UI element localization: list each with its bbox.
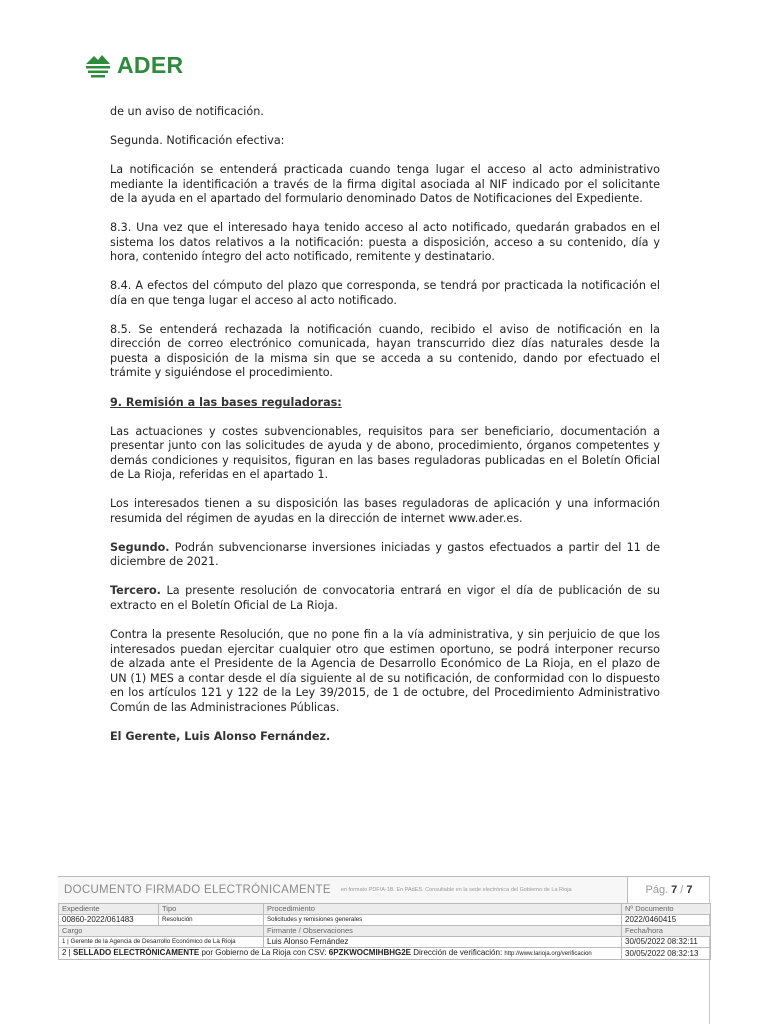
label-procedimiento: Procedimiento [264,904,622,915]
n-documento-value: 2022/0460415 [622,915,711,926]
label-tipo: Tipo [159,904,264,915]
cargo-value: Gerente de la Agencia de Desarrollo Económico de La Rioja [70,938,236,945]
label-fecha: Fecha/hora [622,926,711,937]
csv-code: 6PZKWOCMIHBHG2E [328,948,412,957]
stamp-title: DOCUMENTO FIRMADO ELECTRÓNICAMENTE [64,884,331,896]
paragraph: 8.4. A efectos del cómputo del plazo que corresponda, se tendrá por practicada la notificación el día en que tenga lugar el acceso al acto notificado. [110,279,660,307]
row-number: 1 [62,938,66,945]
paragraph-tercero [110,584,660,613]
tercero-label: Tercero. [110,584,161,598]
sellado-label: SELLADO ELECTRÓNICAMENTE [72,948,200,957]
verification-url[interactable]: http://www.larioja.org/verificacion [504,951,592,957]
label-n-documento: Nº Documento [622,904,711,915]
table-row [59,904,711,915]
firmante-value: Luis Alonso Fernández [264,937,622,948]
expediente-value: 00860-2022/061483 [59,915,159,926]
cargo-cell: 1 | Gerente de la Agencia de Desarrollo Económico de La Rioja [59,937,264,948]
paragraph: Los interesados tienen a su disposición las bases reguladoras de aplicación y una información resumida del régimen de ayudas en la dirección de internet www.ader.es. [110,497,660,525]
table-row [59,915,711,926]
paragraph: Contra la presente Resolución, que no pone fin a la vía administrativa, y sin perjuicio de que los interesados puedan ejercitar cualquier otro que estimen oportuno, se podrá interponer recurso de alzada ante el Presidente de la Agencia de Desarrollo Económico de La Rioja, en el plazo de UN (1) MES a contar desde el día siguiente al de su notificación, de conformidad con lo dispuesto en los artículos 121 y 122 de la Ley 39/2015, de 1 de octubre, del Procedimiento Administrativo Común de las Administraciones Públicas. [110,628,660,714]
electronic-signature-stamp [58,876,710,960]
paragraph: Segunda. Notificación efectiva: [110,134,285,148]
paragraph: La notificación se entenderá practicada cuando tenga lugar el acceso al acto administrativo mediante la identificación a través de la firma digital asociada al NIF indicado por el solicitante de la ayuda en el apartado del formulario denominado Datos de Notificaciones del Expediente. [110,163,660,206]
page-label: Pág. [645,884,669,896]
document-body [110,105,660,759]
paragraph: 8.5. Se entenderá rechazada la notificación cuando, recibido el aviso de notificación en la dirección de correo electrónico comunicada, hayan transcurrido diez días naturales desde la puesta a disposición de la misma sin que se acceda a su contenido, dando por efectuado el trámite y siguiéndose el procedimiento. [110,322,660,380]
sellado-por: por Gobierno de La Rioja con CSV: [199,948,329,957]
procedimiento-value: Solicitudes y remisiones generales [264,915,622,926]
section-heading-9: 9. Remisión a las bases reguladoras: [110,395,342,409]
table-row [59,948,711,960]
paragraph: de un aviso de notificación. [110,105,264,118]
label-expediente: Expediente [59,904,159,915]
table-row [59,926,711,937]
verification-label: Dirección de verificación: [411,948,505,957]
ader-logo-text: ADER [117,51,184,78]
segundo-text: Podrán subvencionarse inversiones iniciadas y gastos efectuados a partir del 11 de diciembre de 2021. [110,540,660,569]
page-separator: / [680,884,684,896]
ader-logo-icon [84,52,112,78]
table-row [59,937,711,948]
row-number: 2 [62,948,67,957]
ader-logo [84,52,183,78]
stamp-header [58,876,710,903]
stamp-note: en formato PDF/A-1B. En PAdES. Consultable en la sede electrónica del Gobierno de La Rioja [340,887,572,893]
paragraph: 8.3. Una vez que el interesado haya tenido acceso al acto notificado, quedarán grabados en el sistema los datos relativos a la notificación: puesta a disposición, acceso a su contenido, día y hora, contenido íntegro del acto notificado, remitente y destinatario. [110,221,660,264]
signature: El Gerente, Luis Alonso Fernández. [110,729,331,743]
segundo-label: Segundo. [110,540,170,554]
tipo-value: Resolución [159,915,264,926]
page-total: 7 [686,884,693,896]
paragraph: Las actuaciones y costes subvencionables, requisitos para ser beneficiario, documentación a presentar junto con las solicitudes de ayuda y de abono, procedimiento, órganos competentes y demás condiciones y requisitos, figuran en las bases reguladoras publicadas en el Boletín Oficial de La Rioja, referidas en el apartado 1. [110,424,660,482]
sellado-cell: 2 | SELLADO ELECTRÓNICAMENTE por Gobierno de La Rioja con CSV: 6PZKWOCMIHBHG2E Dirección de verificación: http://www.larioja.org/verificacion [59,948,622,960]
tercero-text: La presente resolución de convocatoria entrará en vigor el día de publicación de su extracto en el Boletín Oficial de La Rioja. [110,584,660,612]
label-firmante: Firmante / Observaciones [264,926,622,937]
label-cargo: Cargo [59,926,264,937]
fecha-value: 30/05/2022 08:32:13 [622,948,711,960]
page-indicator [628,877,710,903]
stamp-table [58,903,711,960]
page-current: 7 [671,884,678,896]
fecha-value: 30/05/2022 08:32:11 [622,937,711,948]
paragraph-segundo [110,541,660,570]
